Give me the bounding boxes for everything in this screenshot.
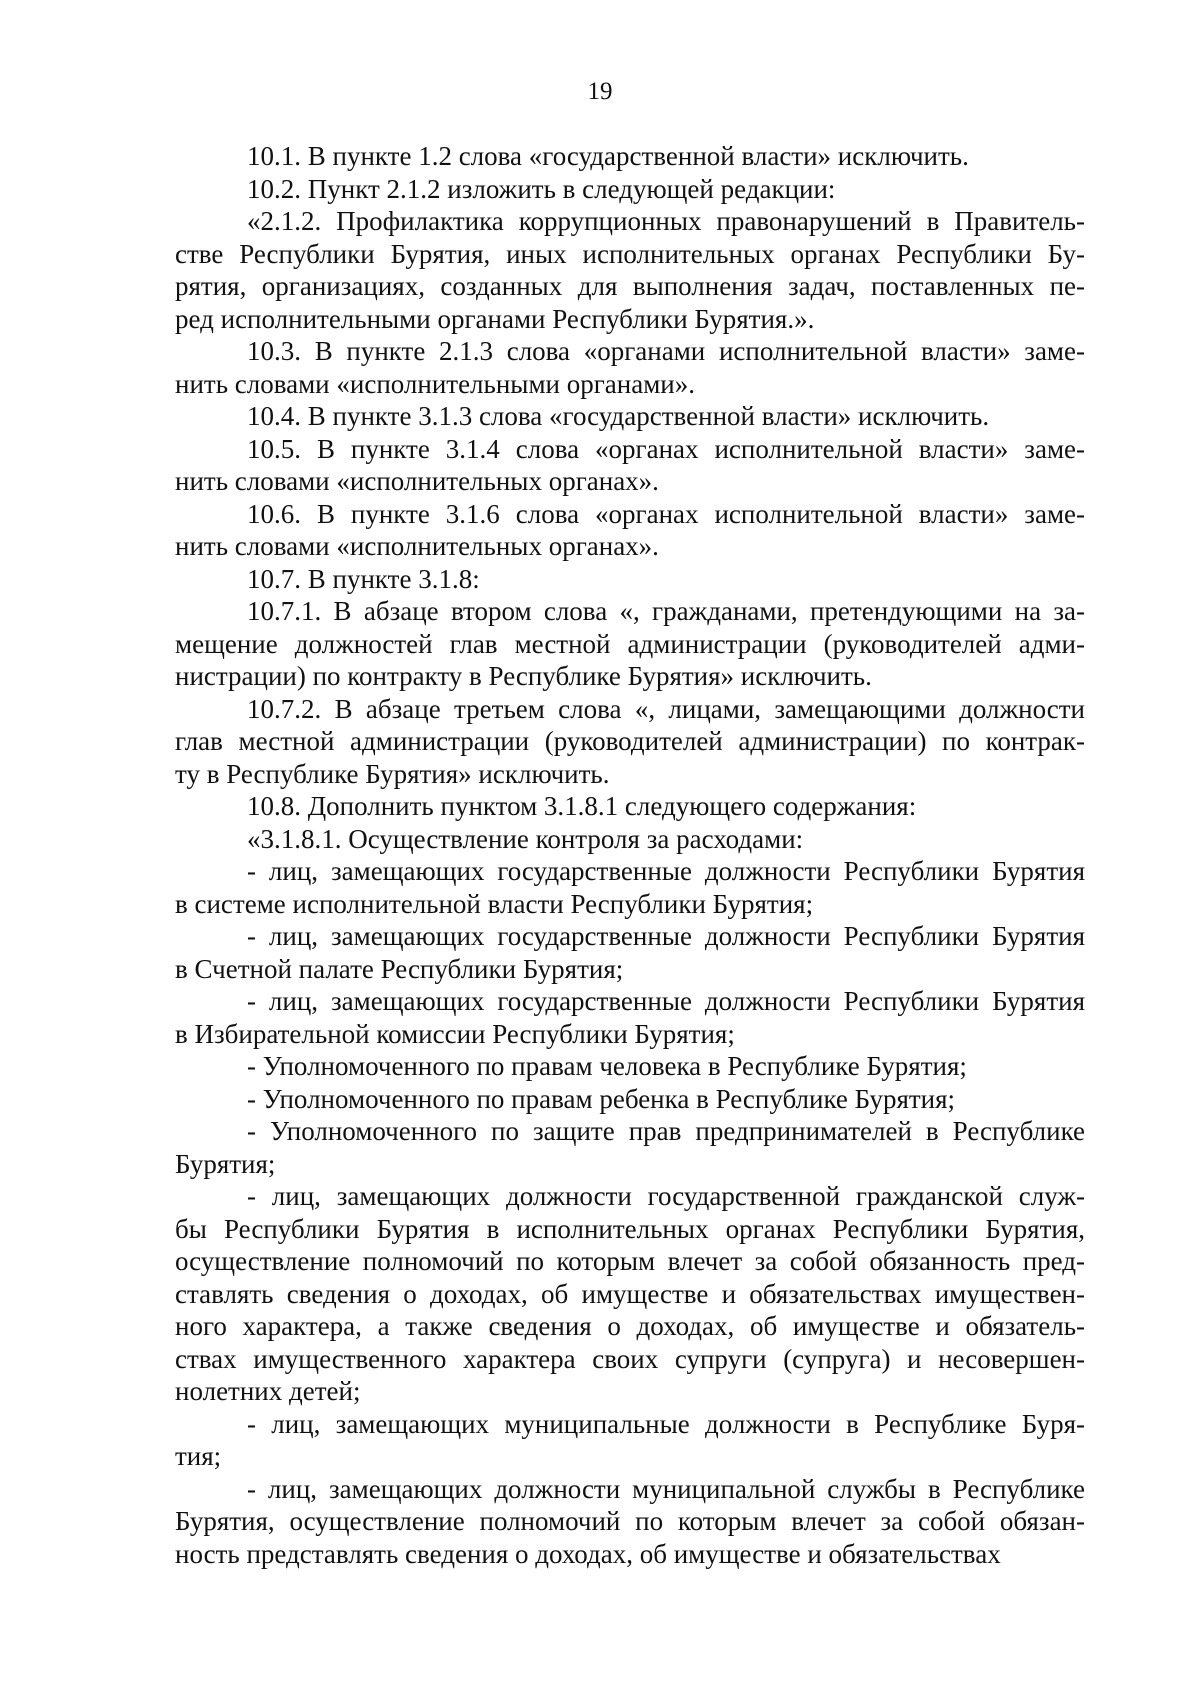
text-line: нить словами «исполнительных органах». — [175, 466, 659, 496]
text-line: - Уполномоченного по защите прав предпринимателей в Республике — [247, 1116, 1085, 1146]
text-line: 10.7. В пункте 3.1.8: — [247, 563, 480, 594]
paragraph — [175, 1083, 1085, 1116]
text-line: осуществление полномочий по которым влечет за собой обязанность пред- — [175, 1246, 1085, 1276]
text-line: ного характера, а также сведения о доходах, об имуществе и обязатель- — [175, 1311, 1085, 1341]
paragraph — [175, 140, 1085, 173]
paragraph — [175, 595, 1085, 693]
text-line: нолетних детей; — [175, 1376, 361, 1406]
paragraph — [175, 173, 1085, 206]
text-line: нить словами «исполнительных органах». — [175, 531, 659, 561]
document-body — [175, 140, 1085, 1570]
paragraph — [175, 1473, 1085, 1571]
text-line: рятия, организациях, созданных для выполнения задач, поставленных пе- — [175, 271, 1085, 301]
text-line: 10.4. В пункте 3.1.3 слова «государственной власти» исключить. — [247, 401, 990, 431]
text-line: Бурятия, осуществление полномочий по которым влечет за собой обязан- — [175, 1506, 1085, 1536]
text-line: - лиц, замещающих государственные должности Республики Бурятия — [247, 856, 1085, 886]
text-line: 10.3. В пункте 2.1.3 слова «органами исполнительной власти» заме- — [247, 336, 1085, 366]
paragraph — [175, 433, 1085, 498]
paragraph — [175, 1180, 1085, 1408]
text-line: 10.8. Дополнить пунктом 3.1.8.1 следующего содержания: — [247, 791, 917, 821]
text-line: - Уполномоченного по правам ребенка в Республике Бурятия; — [247, 1083, 956, 1114]
text-line: 10.5. В пункте 3.1.4 слова «органах исполнительной власти» заме- — [247, 433, 1085, 464]
text-line: тия; — [175, 1441, 222, 1471]
paragraph — [175, 855, 1085, 920]
text-line: - лиц, замещающих муниципальные должности в Республике Буря- — [247, 1408, 1085, 1439]
text-line: в системе исполнительной власти Республики Бурятия; — [175, 888, 814, 919]
text-line: - лиц, замещающих должности государственной гражданской служ- — [247, 1181, 1085, 1211]
paragraph — [175, 1408, 1085, 1473]
text-line: стве Республики Бурятия, иных исполнительных органах Республики Бу- — [175, 238, 1085, 269]
text-line: ность представлять сведения о доходах, об имуществе и обязательствах — [175, 1538, 1001, 1569]
paragraph — [175, 985, 1085, 1050]
paragraph — [175, 693, 1085, 791]
paragraph — [175, 823, 1085, 856]
text-line: в Счетной палате Республики Бурятия; — [175, 953, 624, 984]
text-line: 10.1. В пункте 1.2 слова «государственной власти» исключить. — [247, 141, 969, 171]
text-line: нистрации) по контракту в Республике Бурятия» исключить. — [175, 661, 872, 691]
text-line: 10.6. В пункте 3.1.6 слова «органах исполнительной власти» заме- — [247, 498, 1085, 529]
paragraph — [175, 498, 1085, 563]
text-line: бы Республики Бурятия в исполнительных органах Республики Бурятия, — [175, 1213, 1085, 1244]
text-line: ствах имущественного характера своих супруги (супруга) и несовершен- — [175, 1343, 1085, 1374]
paragraph — [175, 1115, 1085, 1180]
paragraph — [175, 400, 1085, 433]
text-line: - лиц, замещающих должности муниципальной службы в Республике — [247, 1473, 1085, 1504]
paragraph — [175, 1050, 1085, 1083]
text-line: ред исполнительными органами Республики Бурятия.». — [175, 303, 815, 334]
text-line: - Уполномоченного по правам человека в Республике Бурятия; — [247, 1051, 967, 1081]
text-line: ставлять сведения о доходах, об имуществе и обязательствах имуществен- — [175, 1278, 1085, 1309]
text-line: «2.1.2. Профилактика коррупционных правонарушений в Правитель- — [247, 206, 1085, 236]
text-line: в Избирательной комиссии Республики Бурятия; — [175, 1018, 735, 1049]
paragraph — [175, 205, 1085, 335]
text-line: Бурятия; — [175, 1148, 276, 1179]
paragraph — [175, 790, 1085, 823]
text-line: 10.2. Пункт 2.1.2 изложить в следующей редакции: — [247, 173, 836, 204]
text-line: 10.7.1. В абзаце втором слова «, гражданами, претендующими на за- — [247, 596, 1085, 626]
text-line: «3.1.8.1. Осуществление контроля за расходами: — [247, 823, 804, 854]
text-line: нить словами «исполнительными органами». — [175, 368, 696, 399]
text-line: глав местной администрации (руководителей администрации) по контрак- — [175, 726, 1085, 756]
text-line: - лиц, замещающих государственные должности Республики Бурятия — [247, 986, 1085, 1016]
text-line: ту в Республике Бурятия» исключить. — [175, 758, 610, 789]
text-line: мещение должностей глав местной администрации (руководителей адми- — [175, 628, 1085, 659]
page-number: 19 — [587, 78, 613, 105]
text-line: 10.7.2. В абзаце третьем слова «, лицами, замещающими должности — [247, 693, 1085, 724]
text-line: - лиц, замещающих государственные должности Республики Бурятия — [247, 921, 1085, 951]
paragraph — [175, 920, 1085, 985]
paragraph — [175, 335, 1085, 400]
paragraph — [175, 563, 1085, 596]
